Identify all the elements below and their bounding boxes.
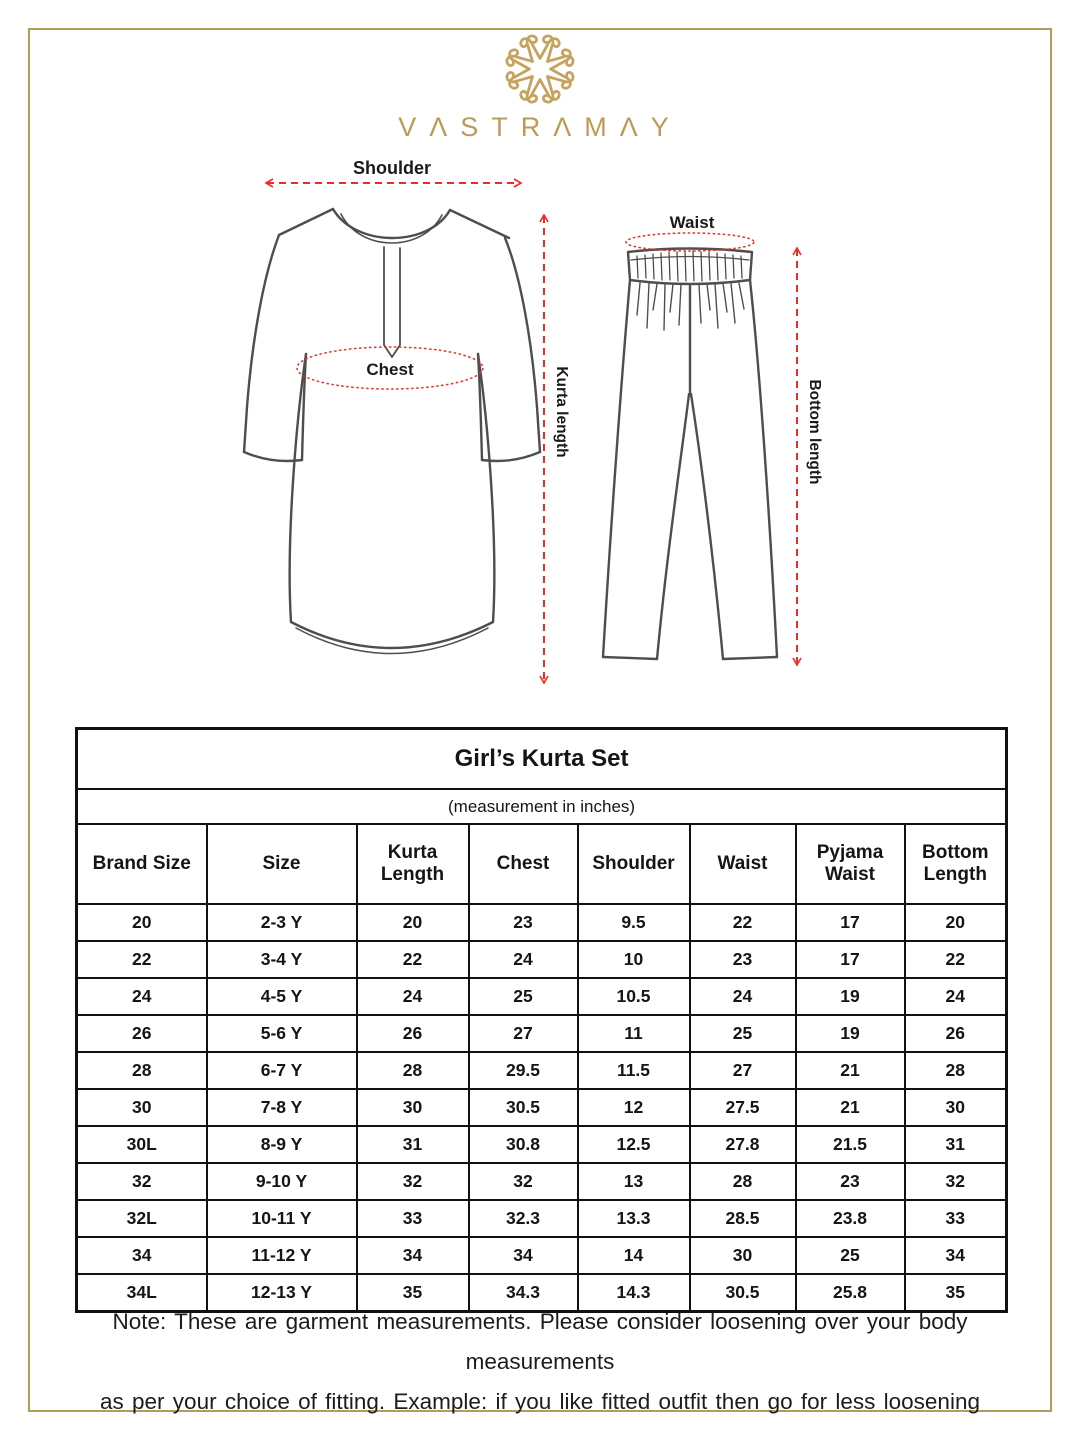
table-row [77, 1237, 1007, 1274]
table-cell: 31 [357, 1126, 469, 1163]
pyjama-drawing [603, 249, 777, 660]
column-header: Bottom Length [905, 824, 1007, 904]
table-cell: 24 [690, 978, 796, 1015]
table-cell: 30L [77, 1126, 207, 1163]
table-cell: 34 [469, 1237, 578, 1274]
table-cell: 24 [77, 978, 207, 1015]
table-cell: 6-7 Y [207, 1052, 357, 1089]
table-cell: 8-9 Y [207, 1126, 357, 1163]
table-cell: 22 [690, 904, 796, 941]
shoulder-label: Shoulder [352, 158, 432, 178]
table-cell: 22 [77, 941, 207, 978]
table-cell: 28 [905, 1052, 1007, 1089]
table-title: Girl’s Kurta Set [77, 729, 1007, 790]
table-cell: 17 [796, 941, 905, 978]
table-cell: 34 [77, 1237, 207, 1274]
column-header: Pyjama Waist [796, 824, 905, 904]
table-subtitle-row [77, 789, 1007, 824]
table-cell: 30.5 [469, 1089, 578, 1126]
table-cell: 17 [796, 904, 905, 941]
note-text [48, 1302, 1032, 1422]
table-cell: 12.5 [578, 1126, 690, 1163]
size-diagram [60, 152, 1020, 717]
column-header: Chest [469, 824, 578, 904]
table-cell: 20 [905, 904, 1007, 941]
table-cell: 9.5 [578, 904, 690, 941]
table-cell: 30 [357, 1089, 469, 1126]
waist-ellipse [626, 213, 754, 251]
table-cell: 30 [77, 1089, 207, 1126]
table-title-row [77, 729, 1007, 790]
table-row [77, 1163, 1007, 1200]
table-cell: 33 [905, 1200, 1007, 1237]
table-cell: 30.8 [469, 1126, 578, 1163]
table-cell: 32.3 [469, 1200, 578, 1237]
table-cell: 26 [905, 1015, 1007, 1052]
table-cell: 9-10 Y [207, 1163, 357, 1200]
table-cell: 27.5 [690, 1089, 796, 1126]
table-cell: 13.3 [578, 1200, 690, 1237]
table-cell: 26 [77, 1015, 207, 1052]
note-line-2: as per your choice of fitting. Example: if you like fitted outfit then go for less loosening [100, 1389, 980, 1414]
column-header: Size [207, 824, 357, 904]
table-cell: 27 [469, 1015, 578, 1052]
table-cell: 14 [578, 1237, 690, 1274]
table-cell: 27.8 [690, 1126, 796, 1163]
table-row [77, 1126, 1007, 1163]
table-cell: 34L [77, 1274, 207, 1312]
table-cell: 12 [578, 1089, 690, 1126]
table-cell: 12-13 Y [207, 1274, 357, 1312]
table-cell: 32 [357, 1163, 469, 1200]
table-cell: 25.8 [796, 1274, 905, 1312]
table-subtitle: (measurement in inches) [77, 789, 1007, 824]
table-cell: 35 [357, 1274, 469, 1312]
table-row [77, 1200, 1007, 1237]
table-cell: 19 [796, 1015, 905, 1052]
table-cell: 32 [77, 1163, 207, 1200]
table-cell: 20 [357, 904, 469, 941]
table-cell: 11-12 Y [207, 1237, 357, 1274]
table-row [77, 1089, 1007, 1126]
table-cell: 23 [796, 1163, 905, 1200]
table-cell: 21 [796, 1089, 905, 1126]
table-cell: 2-3 Y [207, 904, 357, 941]
table-cell: 32 [905, 1163, 1007, 1200]
table-row [77, 941, 1007, 978]
table-cell: 24 [357, 978, 469, 1015]
table-cell: 22 [357, 941, 469, 978]
table-cell: 22 [905, 941, 1007, 978]
table-cell: 23 [690, 941, 796, 978]
table-cell: 30.5 [690, 1274, 796, 1312]
table-cell: 24 [469, 941, 578, 978]
table-row [77, 978, 1007, 1015]
column-header: Kurta Length [357, 824, 469, 904]
table-cell: 13 [578, 1163, 690, 1200]
table-cell: 31 [905, 1126, 1007, 1163]
kurta-length-label: Kurta length [553, 366, 570, 458]
table-cell: 29.5 [469, 1052, 578, 1089]
table-cell: 32 [469, 1163, 578, 1200]
table-cell: 5-6 Y [207, 1015, 357, 1052]
table-cell: 28.5 [690, 1200, 796, 1237]
table-cell: 23.8 [796, 1200, 905, 1237]
bottom-length-label: Bottom length [806, 379, 823, 485]
shoulder-arrow [267, 158, 520, 183]
table-cell: 28 [690, 1163, 796, 1200]
kurta-drawing [244, 209, 540, 654]
table-cell: 26 [357, 1015, 469, 1052]
bottom-length-arrow [797, 249, 823, 664]
table-cell: 24 [905, 978, 1007, 1015]
table-cell: 20 [77, 904, 207, 941]
table-cell: 30 [690, 1237, 796, 1274]
table-cell: 28 [77, 1052, 207, 1089]
table-cell: 14.3 [578, 1274, 690, 1312]
table-cell: 32L [77, 1200, 207, 1237]
waist-label: Waist [669, 213, 715, 232]
table-cell: 33 [357, 1200, 469, 1237]
table-cell: 19 [796, 978, 905, 1015]
table-cell: 34 [905, 1237, 1007, 1274]
column-header: Brand Size [77, 824, 207, 904]
brand-header [0, 32, 1080, 143]
table-cell: 11.5 [578, 1052, 690, 1089]
table-cell: 21 [796, 1052, 905, 1089]
table-cell: 10.5 [578, 978, 690, 1015]
table-cell: 28 [357, 1052, 469, 1089]
note-line-1: Note: These are garment measurements. Please consider loosening over your body measurements [112, 1309, 968, 1374]
table-cell: 34.3 [469, 1274, 578, 1312]
size-table-header-row [77, 824, 1007, 904]
table-cell: 3-4 Y [207, 941, 357, 978]
table-row [77, 1015, 1007, 1052]
size-table-body [77, 904, 1007, 1312]
brand-wordmark: VΛSTRΛMΛY [398, 112, 682, 142]
table-cell: 34 [357, 1237, 469, 1274]
table-cell: 25 [469, 978, 578, 1015]
size-chart-table [75, 727, 1008, 1313]
floral-mandala-icon [497, 32, 583, 106]
column-header: Waist [690, 824, 796, 904]
table-cell: 21.5 [796, 1126, 905, 1163]
table-cell: 4-5 Y [207, 978, 357, 1015]
table-cell: 11 [578, 1015, 690, 1052]
table-cell: 25 [796, 1237, 905, 1274]
table-cell: 7-8 Y [207, 1089, 357, 1126]
column-header: Shoulder [578, 824, 690, 904]
table-cell: 27 [690, 1052, 796, 1089]
chest-label: Chest [366, 360, 414, 379]
table-cell: 23 [469, 904, 578, 941]
table-cell: 25 [690, 1015, 796, 1052]
table-cell: 10-11 Y [207, 1200, 357, 1237]
table-row [77, 904, 1007, 941]
table-cell: 30 [905, 1089, 1007, 1126]
table-row [77, 1052, 1007, 1089]
table-cell: 10 [578, 941, 690, 978]
kurta-length-arrow [544, 216, 570, 682]
table-cell: 35 [905, 1274, 1007, 1312]
